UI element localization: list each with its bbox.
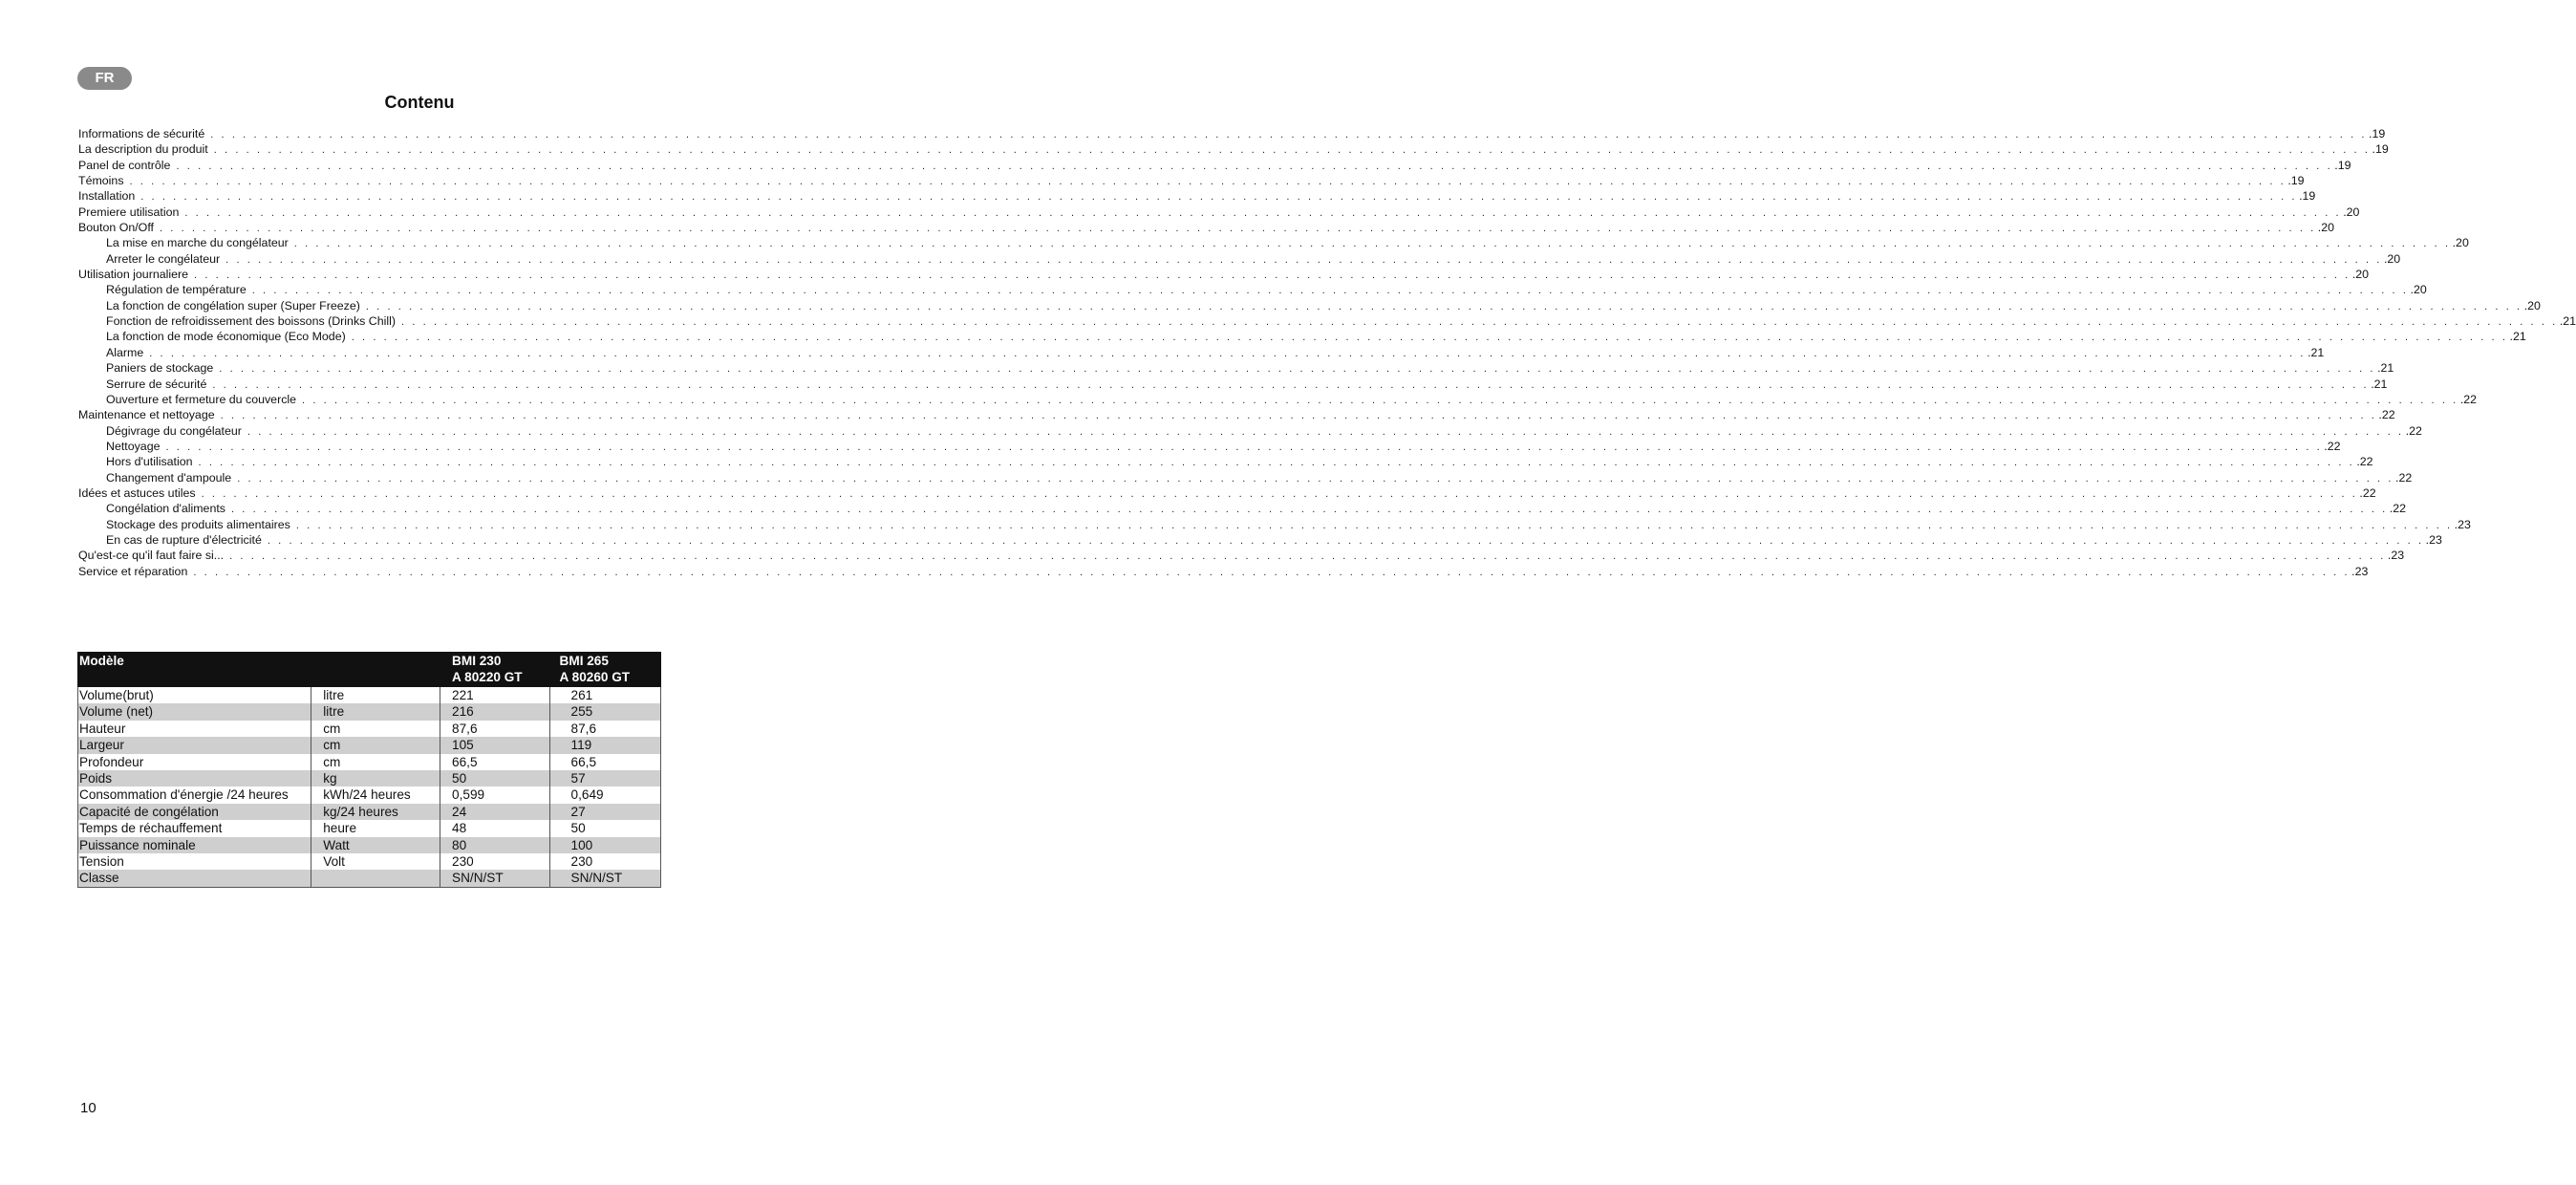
toc-entry-label: Témoins [78, 174, 124, 188]
spec-value-model-1: 105 [440, 737, 550, 753]
page-number: 10 [80, 1100, 97, 1116]
toc-entry-page: .19 [2372, 142, 2389, 157]
toc-entry-label: Panel de contrôle [78, 158, 171, 172]
toc-entry-page: .21 [2308, 345, 2325, 359]
toc-entry-label: La mise en marche du congélateur [106, 236, 289, 250]
spec-label: Largeur [78, 737, 311, 753]
spec-value-model-2: 57 [549, 770, 660, 786]
toc-entry [78, 360, 2394, 376]
spec-value-model-2: 27 [549, 804, 660, 820]
toc-entry-page: .23 [2425, 532, 2442, 547]
toc-leader-dots: . . . . . . . . . . . . . . . . . . . . . . . . . . . . . . . . . . . . . . . . . . . . . . . . . . . . . . . . . . . . . . . . . . . . . . . . . . . . . . . . . . . . . . . . . . . . . . . . . . . . . . . . . . . . . . . . . . . . . . . . . . . . . . . . . . . . . . . . . . . . . . . . . . . . . . . . . . . . . . . . . . . . . . . . . . . . . . . . . . . . . . . . . . . . . . . . . . . . . . . . [210, 129, 2368, 140]
toc-entry-page: .20 [2523, 298, 2541, 312]
toc-entry-label: Alarme [106, 345, 144, 359]
toc-entry-page: .22 [2324, 439, 2341, 453]
toc-entry-page: .21 [2377, 361, 2394, 376]
spec-value-model-1: 0,599 [440, 786, 550, 803]
spec-value-model-2: 50 [549, 820, 660, 836]
spec-label: Volume(brut) [78, 687, 311, 704]
table-row [78, 703, 661, 720]
spec-label: Puissance nominale [78, 837, 311, 853]
toc-entry-page: .19 [2369, 127, 2386, 140]
toc-leader-dots: . . . . . . . . . . . . . . . . . . . . . . . . . . . . . . . . . . . . . . . . . . . . . . . . . . . . . . . . . . . . . . . . . . . . . . . . . . . . . . . . . . . . . . . . . . . . . . . . . . . . . . . . . . . . . . . . . . . . . . . . . . . . . . . . . . . . . . . . . . . . . . . . . . . . . . . . . . . . . . . . . . . . . . . . . . . . . . . . . . . . . . . . . . . . . . . . . . . . . . . . [149, 347, 2307, 359]
spec-unit: litre [311, 703, 440, 720]
toc-entry [78, 564, 2369, 579]
spec-unit: cm [311, 737, 440, 753]
spec-value-model-1: 48 [440, 820, 550, 836]
toc-entry-label: Serrure de sécurité [106, 377, 207, 391]
toc-entry [78, 313, 2576, 329]
toc-entry [78, 407, 2395, 422]
toc-leader-dots: . . . . . . . . . . . . . . . . . . . . . . . . . . . . . . . . . . . . . . . . . . . . . . . . . . . . . . . . . . . . . . . . . . . . . . . . . . . . . . . . . . . . . . . . . . . . . . . . . . . . . . . . . . . . . . . . . . . . . . . . . . . . . . . . . . . . . . . . . . . . . . . . . . . . . . . . . . . . . . . . . . . . . . . . . . . . . . . . . . . . . . . . . . . . . . . . . . . . . . . . [302, 394, 2458, 406]
spec-unit: kg/24 heures [311, 804, 440, 820]
toc-entry [78, 267, 2370, 282]
toc-leader-dots: . . . . . . . . . . . . . . . . . . . . . . . . . . . . . . . . . . . . . . . . . . . . . . . . . . . . . . . . . . . . . . . . . . . . . . . . . . . . . . . . . . . . . . . . . . . . . . . . . . . . . . . . . . . . . . . . . . . . . . . . . . . . . . . . . . . . . . . . . . . . . . . . . . . . . . . . . . . . . . . . . . . . . . . . . . . . . . . . . . . . . . . . . . . . . . . . . . . . . . . . [219, 363, 2376, 376]
toc-entry [78, 251, 2401, 267]
toc-entry-page: .22 [2459, 392, 2478, 406]
spec-label: Profondeur [78, 754, 311, 770]
toc-entry-page: .22 [2405, 423, 2422, 438]
table-row [78, 687, 661, 704]
toc-entry [78, 377, 2388, 392]
toc-leader-dots: . . . . . . . . . . . . . . . . . . . . . . . . . . . . . . . . . . . . . . . . . . . . . . . . . . . . . . . . . . . . . . . . . . . . . . . . . . . . . . . . . . . . . . . . . . . . . . . . . . . . . . . . . . . . . . . . . . . . . . . . . . . . . . . . . . . . . . . . . . . . . . . . . . . . . . . . . . . . . . . . . . . . . . . . . . . . . . . . . . . . . . . . . . . . . . . . . . . . . . . . [230, 504, 2388, 516]
spec-label: Capacité de congélation [78, 804, 311, 820]
toc-entry-page: .20 [2343, 205, 2360, 219]
toc-entry-label: Congélation d'aliments [106, 502, 225, 516]
header-model-1 [440, 653, 550, 687]
header-model-2 [549, 653, 660, 687]
spec-value-model-2: 261 [549, 687, 660, 704]
toc-entry-label: Installation [78, 189, 136, 204]
table-row [78, 820, 661, 836]
toc-entry-label: Maintenance et nettoyage [78, 408, 215, 422]
page-title: Contenu [384, 93, 455, 112]
table-row [78, 870, 661, 887]
toc-entry [78, 220, 2335, 235]
toc-entry-label: Stockage des produits alimentaires [106, 517, 290, 531]
toc-entry [78, 423, 2422, 439]
toc-entry-page: .22 [2378, 408, 2395, 422]
toc-entry-page: .23 [2387, 549, 2405, 563]
spec-value-model-2: 255 [549, 703, 660, 720]
toc-leader-dots: . . . . . . . . . . . . . . . . . . . . . . . . . . . . . . . . . . . . . . . . . . . . . . . . . . . . . . . . . . . . . . . . . . . . . . . . . . . . . . . . . . . . . . . . . . . . . . . . . . . . . . . . . . . . . . . . . . . . . . . . . . . . . . . . . . . . . . . . . . . . . . . . . . . . . . . . . . . . . . . . . . . . . . . . . . . . . . . . . . . . . . . . . . . . . . . . . . . . . . . . [201, 487, 2358, 500]
language-badge: FR [77, 67, 132, 90]
spec-value-model-2: 100 [549, 837, 660, 853]
spec-unit: heure [311, 820, 440, 836]
spec-value-model-1: 87,6 [440, 721, 550, 737]
spec-unit: kWh/24 heures [311, 786, 440, 803]
table-row [78, 721, 661, 737]
toc-entry [78, 282, 2427, 297]
spec-value-model-1: 80 [440, 837, 550, 853]
toc-leader-dots: . . . . . . . . . . . . . . . . . . . . . . . . . . . . . . . . . . . . . . . . . . . . . . . . . . . . . . . . . . . . . . . . . . . . . . . . . . . . . . . . . . . . . . . . . . . . . . . . . . . . . . . . . . . . . . . . . . . . . . . . . . . . . . . . . . . . . . . . . . . . . . . . . . . . . . . . . . . . . . . . . . . . . . . . . . . . . . . . . . . . . . . . . . . . . . . . . . . . . . . . [198, 457, 2355, 469]
toc-leader-dots: . . . . . . . . . . . . . . . . . . . . . . . . . . . . . . . . . . . . . . . . . . . . . . . . . . . . . . . . . . . . . . . . . . . . . . . . . . . . . . . . . . . . . . . . . . . . . . . . . . . . . . . . . . . . . . . . . . . . . . . . . . . . . . . . . . . . . . . . . . . . . . . . . . . . . . . . . . . . . . . . . . . . . . . . . . . . . . . . . . . . . . . . . . . . . . . . . . . . . . . . [225, 253, 2382, 266]
spec-unit: Watt [311, 837, 440, 853]
toc-entry-label: Fonction de refroidissement des boissons (Drinks Chill) [106, 314, 397, 329]
toc-leader-dots: . . . . . . . . . . . . . . . . . . . . . . . . . . . . . . . . . . . . . . . . . . . . . . . . . . . . . . . . . . . . . . . . . . . . . . . . . . . . . . . . . . . . . . . . . . . . . . . . . . . . . . . . . . . . . . . . . . . . . . . . . . . . . . . . . . . . . . . . . . . . . . . . . . . . . . . . . . . . . . . . . . . . . . . . . . . . . . . . . . . . . . . . . . . . . . . . . . . . . . . . [184, 206, 2342, 219]
toc-entry [78, 501, 2407, 516]
spec-value-model-1: 230 [440, 853, 550, 870]
header-model-1-line1: BMI 230 [452, 654, 502, 668]
toc-entry-page: .19 [2299, 189, 2316, 204]
spec-value-model-1: 66,5 [440, 754, 550, 770]
toc-entry-label: Informations de sécurité [78, 127, 205, 140]
spec-unit: litre [311, 687, 440, 704]
toc-entry-label: Régulation de température [106, 283, 247, 297]
toc-leader-dots: . . . . . . . . . . . . . . . . . . . . . . . . . . . . . . . . . . . . . . . . . . . . . . . . . . . . . . . . . . . . . . . . . . . . . . . . . . . . . . . . . . . . . . . . . . . . . . . . . . . . . . . . . . . . . . . . . . . . . . . . . . . . . . . . . . . . . . . . . . . . . . . . . . . . . . . . . . . . . . . . . . . . . . . . . . . . . . . . . . . . . . . . . . . . . . . . . . . . . . . . [251, 285, 2409, 297]
table-row [78, 853, 661, 870]
toc-leader-dots: . . . . . . . . . . . . . . . . . . . . . . . . . . . . . . . . . . . . . . . . . . . . . . . . . . . . . . . . . . . . . . . . . . . . . . . . . . . . . . . . . . . . . . . . . . . . . . . . . . . . . . . . . . . . . . . . . . . . . . . . . . . . . . . . . . . . . . . . . . . . . . . . . . . . . . . . . . . . . . . . . . . . . . . . . . . . . . . . . . . . . . . . . . . . . . . . . . . . . . . . [220, 410, 2377, 422]
toc-entry [78, 345, 2325, 360]
toc-entry-page: .19 [2287, 174, 2305, 188]
header-model: Modèle [78, 653, 311, 687]
spec-label: Volume (net) [78, 703, 311, 720]
spec-value-model-2: SN/N/ST [549, 870, 660, 887]
toc-entry [78, 329, 2526, 344]
toc-entry [78, 517, 2471, 532]
spec-value-model-2: 66,5 [549, 754, 660, 770]
toc-entry [78, 439, 2341, 454]
toc-leader-dots: . . . . . . . . . . . . . . . . . . . . . . . . . . . . . . . . . . . . . . . . . . . . . . . . . . . . . . . . . . . . . . . . . . . . . . . . . . . . . . . . . . . . . . . . . . . . . . . . . . . . . . . . . . . . . . . . . . . . . . . . . . . . . . . . . . . . . . . . . . . . . . . . . . . . . . . . . . . . . . . . . . . . . . . . . . . . . . . . . . . . . . . . . . . . . . . . . . . . . . . . [213, 144, 2371, 157]
spec-value-model-1: SN/N/ST [440, 870, 550, 887]
toc-entry-label: En cas de rupture d'électricité [106, 532, 262, 547]
toc-entry-label: Utilisation journaliere [78, 268, 189, 282]
specs-header-row [78, 653, 661, 687]
toc-entry [78, 158, 2351, 173]
table-of-contents [78, 126, 2576, 579]
toc-entry [78, 173, 2305, 188]
toc-entry-page: .20 [2452, 236, 2469, 250]
toc-entry-page: .21 [2509, 330, 2526, 344]
spec-label: Hauteur [78, 721, 311, 737]
toc-entry-page: .20 [2410, 283, 2427, 297]
toc-entry-label: Bouton On/Off [78, 221, 154, 235]
table-row [78, 804, 661, 820]
table-row [78, 737, 661, 753]
toc-leader-dots: . . . . . . . . . . . . . . . . . . . . . . . . . . . . . . . . . . . . . . . . . . . . . . . . . . . . . . . . . . . . . . . . . . . . . . . . . . . . . . . . . . . . . . . . . . . . . . . . . . . . . . . . . . . . . . . . . . . . . . . . . . . . . . . . . . . . . . . . . . . . . . . . . . . . . . . . . . . . . . . . . . . . . . . . . . . . . . . . . . . . . . . . . . . . . . . . . . . . . . . . [293, 238, 2451, 250]
toc-entry-page: .22 [2395, 470, 2413, 485]
spec-unit: cm [311, 754, 440, 770]
spec-value-model-1: 221 [440, 687, 550, 704]
header-model-1-line2: A 80220 GT [452, 669, 523, 684]
toc-entry-page: .20 [2317, 221, 2335, 235]
toc-leader-dots: . . . . . . . . . . . . . . . . . . . . . . . . . . . . . . . . . . . . . . . . . . . . . . . . . . . . . . . . . . . . . . . . . . . . . . . . . . . . . . . . . . . . . . . . . . . . . . . . . . . . . . . . . . . . . . . . . . . . . . . . . . . . . . . . . . . . . . . . . . . . . . . . . . . . . . . . . . . . . . . . . . . . . . . . . . . . . . . . . . . . . . . . . . . . . . . . . . . . . . . . [194, 269, 2351, 282]
spec-value-model-1: 50 [440, 770, 550, 786]
toc-entry-page: .19 [2334, 158, 2351, 172]
toc-leader-dots: . . . . . . . . . . . . . . . . . . . . . . . . . . . . . . . . . . . . . . . . . . . . . . . . . . . . . . . . . . . . . . . . . . . . . . . . . . . . . . . . . . . . . . . . . . . . . . . . . . . . . . . . . . . . . . . . . . . . . . . . . . . . . . . . . . . . . . . . . . . . . . . . . . . . . . . . . . . . . . . . . . . . . . . . . . . . . . . . . . . . . . . . . . . . . . . . . . . . . . . . [247, 425, 2404, 438]
toc-entry-page: .23 [2351, 564, 2369, 578]
toc-leader-dots: . . . . . . . . . . . . . . . . . . . . . . . . . . . . . . . . . . . . . . . . . . . . . . . . . . . . . . . . . . . . . . . . . . . . . . . . . . . . . . . . . . . . . . . . . . . . . . . . . . . . . . . . . . . . . . . . . . . . . . . . . . . . . . . . . . . . . . . . . . . . . . . . . . . . . . . . . . . . . . . . . . . . . . . . . . . . . . . . . . . . . . . . . . . . . . . . . . . . . . . . [401, 316, 2558, 329]
toc-entry-page: .23 [2454, 517, 2471, 531]
table-row [78, 754, 661, 770]
toc-leader-dots: . . . . . . . . . . . . . . . . . . . . . . . . . . . . . . . . . . . . . . . . . . . . . . . . . . . . . . . . . . . . . . . . . . . . . . . . . . . . . . . . . . . . . . . . . . . . . . . . . . . . . . . . . . . . . . . . . . . . . . . . . . . . . . . . . . . . . . . . . . . . . . . . . . . . . . . . . . . . . . . . . . . . . . . . . . . . . . . . . . . . . . . . . . . . . . . . . . . . . . . . [212, 378, 2370, 391]
toc-leader-dots: . . . . . . . . . . . . . . . . . . . . . . . . . . . . . . . . . . . . . . . . . . . . . . . . . . . . . . . . . . . . . . . . . . . . . . . . . . . . . . . . . . . . . . . . . . . . . . . . . . . . . . . . . . . . . . . . . . . . . . . . . . . . . . . . . . . . . . . . . . . . . . . . . . . . . . . . . . . . . . . . . . . . . . . . . . . . . . . . . . . . . . . . . . . . . . . . . . . . . . . . [140, 191, 2298, 204]
toc-entry [78, 548, 2405, 563]
toc-leader-dots: . . . . . . . . . . . . . . . . . . . . . . . . . . . . . . . . . . . . . . . . . . . . . . . . . . . . . . . . . . . . . . . . . . . . . . . . . . . . . . . . . . . . . . . . . . . . . . . . . . . . . . . . . . . . . . . . . . . . . . . . . . . . . . . . . . . . . . . . . . . . . . . . . . . . . . . . . . . . . . . . . . . . . . . . . . . . . . . . . . . . . . . . . . . . . . . . . . . . . . . . [176, 160, 2333, 172]
toc-entry-page: .22 [2356, 455, 2373, 469]
toc-entry-label: Nettoyage [106, 439, 161, 453]
spec-value-model-2: 0,649 [549, 786, 660, 803]
spec-value-model-1: 24 [440, 804, 550, 820]
toc-entry-page: .21 [2371, 377, 2388, 391]
table-row [78, 786, 661, 803]
toc-leader-dots: . . . . . . . . . . . . . . . . . . . . . . . . . . . . . . . . . . . . . . . . . . . . . . . . . . . . . . . . . . . . . . . . . . . . . . . . . . . . . . . . . . . . . . . . . . . . . . . . . . . . . . . . . . . . . . . . . . . . . . . . . . . . . . . . . . . . . . . . . . . . . . . . . . . . . . . . . . . . . . . . . . . . . . . . . . . . . . . . . . . . . . . . . . . . . . . . . . . . . . . . [295, 519, 2453, 531]
toc-leader-dots: . . . . . . . . . . . . . . . . . . . . . . . . . . . . . . . . . . . . . . . . . . . . . . . . . . . . . . . . . . . . . . . . . . . . . . . . . . . . . . . . . . . . . . . . . . . . . . . . . . . . . . . . . . . . . . . . . . . . . . . . . . . . . . . . . . . . . . . . . . . . . . . . . . . . . . . . . . . . . . . . . . . . . . . . . . . . . . . . . . . . . . . . . . . . . . . . . . . . . . . . [267, 534, 2424, 547]
toc-entry [78, 126, 2386, 141]
toc-entry-page: .21 [2559, 314, 2576, 329]
toc-leader-dots: . . . . . . . . . . . . . . . . . . . . . . . . . . . . . . . . . . . . . . . . . . . . . . . . . . . . . . . . . . . . . . . . . . . . . . . . . . . . . . . . . . . . . . . . . . . . . . . . . . . . . . . . . . . . . . . . . . . . . . . . . . . . . . . . . . . . . . . . . . . . . . . . . . . . . . . . . . . . . . . . . . . . . . . . . . . . . . . . . . . . . . . . . . . . . . . . . . . . . . . . [193, 566, 2351, 578]
header-model-2-line1: BMI 265 [559, 654, 609, 668]
toc-entry-page: .20 [2351, 268, 2370, 282]
toc-entry [78, 470, 2413, 485]
specifications-table [77, 652, 661, 888]
table-row [78, 837, 661, 853]
spec-value-model-1: 216 [440, 703, 550, 720]
toc-leader-dots: . . . . . . . . . . . . . . . . . . . . . . . . . . . . . . . . . . . . . . . . . . . . . . . . . . . . . . . . . . . . . . . . . . . . . . . . . . . . . . . . . . . . . . . . . . . . . . . . . . . . . . . . . . . . . . . . . . . . . . . . . . . . . . . . . . . . . . . . . . . . . . . . . . . . . . . . . . . . . . . . . . . . . . . . . . . . . . . . . . . . . . . . . . . . . . . . . . . . . . . . [165, 441, 2323, 453]
spec-unit [311, 870, 440, 887]
toc-entry-label: La fonction de mode économique (Eco Mode) [106, 330, 346, 344]
toc-entry [78, 205, 2360, 220]
toc-entry-label: Qu'est-ce qu'il faut faire si... [78, 549, 225, 563]
toc-leader-dots: . . . . . . . . . . . . . . . . . . . . . . . . . . . . . . . . . . . . . . . . . . . . . . . . . . . . . . . . . . . . . . . . . . . . . . . . . . . . . . . . . . . . . . . . . . . . . . . . . . . . . . . . . . . . . . . . . . . . . . . . . . . . . . . . . . . . . . . . . . . . . . . . . . . . . . . . . . . . . . . . . . . . . . . . . . . . . . . . . . . . . . . . . . . . . . . . . . . . . . . . [129, 176, 2286, 188]
toc-entry [78, 454, 2373, 469]
toc-entry-label: Dégivrage du congélateur [106, 423, 242, 438]
toc-entry [78, 392, 2478, 407]
spec-value-model-2: 230 [549, 853, 660, 870]
spec-value-model-2: 87,6 [549, 721, 660, 737]
spec-label: Poids [78, 770, 311, 786]
toc-entry [78, 298, 2541, 313]
toc-entry-label: Paniers de stockage [106, 361, 214, 376]
toc-leader-dots: . . . . . . . . . . . . . . . . . . . . . . . . . . . . . . . . . . . . . . . . . . . . . . . . . . . . . . . . . . . . . . . . . . . . . . . . . . . . . . . . . . . . . . . . . . . . . . . . . . . . . . . . . . . . . . . . . . . . . . . . . . . . . . . . . . . . . . . . . . . . . . . . . . . . . . . . . . . . . . . . . . . . . . . . . . . . . . . . . . . . . . . . . . . . . . . . . . . . . . . . [159, 223, 2316, 235]
toc-entry [78, 235, 2469, 250]
toc-entry [78, 532, 2442, 548]
toc-entry-label: Ouverture et fermeture du couvercle [106, 392, 297, 406]
spec-label: Consommation d'énergie /24 heures [78, 786, 311, 803]
toc-entry-page: .22 [2359, 485, 2376, 500]
toc-entry-page: .20 [2383, 251, 2401, 266]
toc-entry-label: Hors d'utilisation [106, 455, 193, 469]
toc-entry-label: Service et réparation [78, 564, 188, 578]
toc-entry-label: Changement d'ampoule [106, 470, 232, 485]
toc-leader-dots: . . . . . . . . . . . . . . . . . . . . . . . . . . . . . . . . . . . . . . . . . . . . . . . . . . . . . . . . . . . . . . . . . . . . . . . . . . . . . . . . . . . . . . . . . . . . . . . . . . . . . . . . . . . . . . . . . . . . . . . . . . . . . . . . . . . . . . . . . . . . . . . . . . . . . . . . . . . . . . . . . . . . . . . . . . . . . . . . . . . . . . . . . . . . . . . . . . . . . . . . [237, 472, 2394, 485]
spec-unit: cm [311, 721, 440, 737]
toc-entry-label: Arreter le congélateur [106, 251, 221, 266]
table-row [78, 770, 661, 786]
toc-entry-label: Premiere utilisation [78, 205, 180, 219]
toc-entry-label: La description du produit [78, 142, 208, 157]
toc-entry-label: La fonction de congélation super (Super Freeze) [106, 298, 360, 312]
toc-entry [78, 485, 2376, 501]
toc-leader-dots: . . . . . . . . . . . . . . . . . . . . . . . . . . . . . . . . . . . . . . . . . . . . . . . . . . . . . . . . . . . . . . . . . . . . . . . . . . . . . . . . . . . . . . . . . . . . . . . . . . . . . . . . . . . . . . . . . . . . . . . . . . . . . . . . . . . . . . . . . . . . . . . . . . . . . . . . . . . . . . . . . . . . . . . . . . . . . . . . . . . . . . . . . . . . . . . . . . . . . . . . [351, 332, 2508, 344]
spec-value-model-2: 119 [549, 737, 660, 753]
toc-entry-page: .22 [2389, 502, 2407, 516]
toc-entry-label: Idées et astuces utiles [78, 485, 196, 500]
spec-unit: Volt [311, 853, 440, 870]
toc-leader-dots: . . . . . . . . . . . . . . . . . . . . . . . . . . . . . . . . . . . . . . . . . . . . . . . . . . . . . . . . . . . . . . . . . . . . . . . . . . . . . . . . . . . . . . . . . . . . . . . . . . . . . . . . . . . . . . . . . . . . . . . . . . . . . . . . . . . . . . . . . . . . . . . . . . . . . . . . . . . . . . . . . . . . . . . . . . . . . . . . . . . . . . . . . . . . . . . . . . . . . . . . [365, 300, 2522, 312]
toc-entry [78, 141, 2389, 157]
spec-unit: kg [311, 770, 440, 786]
spec-label: Tension [78, 853, 311, 870]
toc-entry [78, 188, 2316, 204]
spec-label: Classe [78, 870, 311, 887]
toc-leader-dots: . . . . . . . . . . . . . . . . . . . . . . . . . . . . . . . . . . . . . . . . . . . . . . . . . . . . . . . . . . . . . . . . . . . . . . . . . . . . . . . . . . . . . . . . . . . . . . . . . . . . . . . . . . . . . . . . . . . . . . . . . . . . . . . . . . . . . . . . . . . . . . . . . . . . . . . . . . . . . . . . . . . . . . . . . . . . . . . . . . . . . . . . . . . . . . . . . . . . . . . . [229, 550, 2386, 563]
header-model-2-line2: A 80260 GT [559, 669, 631, 684]
header-unit [311, 653, 440, 687]
spec-label: Temps de réchauffement [78, 820, 311, 836]
